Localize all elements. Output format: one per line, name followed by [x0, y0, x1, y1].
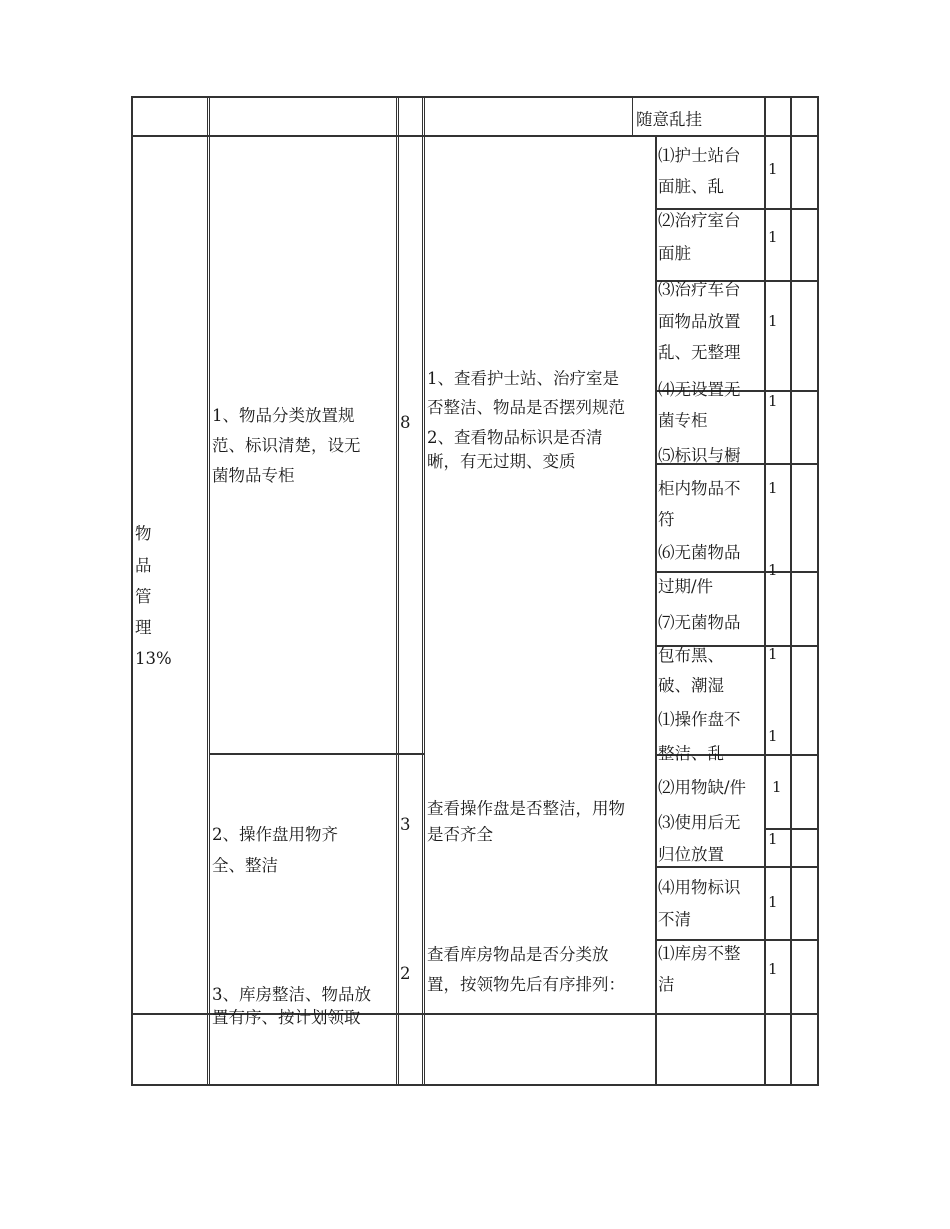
score-value: 1 — [768, 228, 778, 246]
deduction-text: 菌专柜 — [658, 411, 708, 430]
deduction-text: 归位放置 — [658, 845, 724, 864]
method-text: 查看操作盘是否整洁，用物 — [427, 799, 625, 818]
method-text: 2、查看物品标识是否清 — [427, 428, 603, 447]
score-value: 1 — [768, 479, 778, 497]
col-line — [396, 96, 397, 1086]
row-line — [131, 135, 819, 137]
score-value: 1 — [768, 830, 778, 848]
table-border-left — [131, 96, 133, 1086]
method-text: 否整洁、物品是否摆列规范 — [427, 398, 625, 417]
col-line — [764, 96, 766, 1086]
method-text: 置，按领物先后有序排列： — [427, 975, 625, 994]
standard-text: 置有序、按计划领取 — [212, 1008, 361, 1027]
category-char: 理 — [135, 618, 152, 637]
standard-text: 菌物品专柜 — [212, 466, 295, 485]
table-border-right — [817, 96, 819, 1086]
score-value: 1 — [768, 727, 778, 745]
col-line — [424, 96, 425, 1086]
deduction-text: ⑵用物缺/件 — [658, 778, 747, 797]
standard-text: 范、标识清楚，设无 — [212, 436, 361, 455]
category-char: 品 — [135, 556, 152, 575]
standard-text: 2、操作盘用物齐 — [212, 825, 338, 844]
score-value: 1 — [768, 312, 778, 330]
deduction-text: 乱、无整理 — [658, 343, 741, 362]
score-value: 1 — [768, 392, 778, 410]
deduction-text: 面脏、乱 — [658, 177, 724, 196]
deduction-text: ⑷用物标识 — [658, 878, 741, 897]
standard-text: 3、库房整洁、物品放 — [212, 985, 371, 1004]
deduction-text: ⑴操作盘不 — [658, 710, 741, 729]
col-line — [790, 96, 792, 1086]
deduction-text: ⑸标识与橱 — [658, 446, 741, 465]
points-value: 8 — [400, 413, 411, 432]
deduction-text: 符 — [658, 510, 675, 529]
method-text: 1、查看护士站、治疗室是 — [427, 369, 619, 388]
deduction-text: ⑹无菌物品 — [658, 543, 741, 562]
deduction-text: ⑵治疗室台 — [658, 211, 741, 230]
deduction-text: ⑶治疗车台 — [658, 280, 741, 299]
deduction-text: 过期/件 — [658, 577, 714, 596]
category-char: 管 — [135, 587, 152, 606]
method-text: 是否齐全 — [427, 825, 493, 844]
col-line — [398, 96, 399, 1086]
col-line — [209, 96, 210, 1086]
col-line — [422, 96, 423, 1086]
col-line — [655, 136, 657, 1086]
deduction-text: ⑴库房不整 — [658, 944, 741, 963]
method-text: 查看库房物品是否分类放 — [427, 945, 609, 964]
deduction-text: 面物品放置 — [658, 312, 741, 331]
deduction-text: ⑺无菌物品 — [658, 613, 741, 632]
header-deduction-text: 随意乱挂 — [636, 110, 702, 129]
deduction-text: ⑷无设置无 — [658, 380, 741, 399]
deduction-text: ⑶使用后无 — [658, 813, 741, 832]
deduction-text: 包布黑、 — [658, 646, 724, 665]
col-line — [207, 96, 208, 1086]
deduction-text: 面脏 — [658, 244, 691, 263]
score-value: 1 — [768, 960, 778, 978]
deduction-text: 破、潮湿 — [658, 676, 724, 695]
table-border-top — [131, 96, 819, 98]
score-value: 1 — [768, 893, 778, 911]
deduction-text: 柜内物品不 — [658, 479, 741, 498]
deduction-text: 不清 — [658, 910, 691, 929]
points-value: 3 — [400, 815, 411, 834]
col-line — [632, 96, 633, 136]
score-value: 1 — [768, 561, 778, 579]
deduction-text: 整洁、乱 — [658, 744, 724, 763]
deduction-text: ⑴护士站台 — [658, 146, 741, 165]
row-line — [209, 753, 425, 755]
category-percent: 13% — [135, 649, 172, 668]
standard-text: 全、整洁 — [212, 856, 278, 875]
method-text: 晰，有无过期、变质 — [427, 452, 576, 471]
table-border-bottom — [131, 1084, 819, 1086]
score-value: 1 — [768, 160, 778, 178]
deduction-text: 洁 — [658, 975, 675, 994]
category-char: 物 — [135, 524, 152, 543]
standard-text: 1、物品分类放置规 — [212, 406, 355, 425]
score-value: 1 — [768, 645, 778, 663]
score-value: 1 — [772, 778, 782, 796]
points-value: 2 — [400, 964, 411, 983]
